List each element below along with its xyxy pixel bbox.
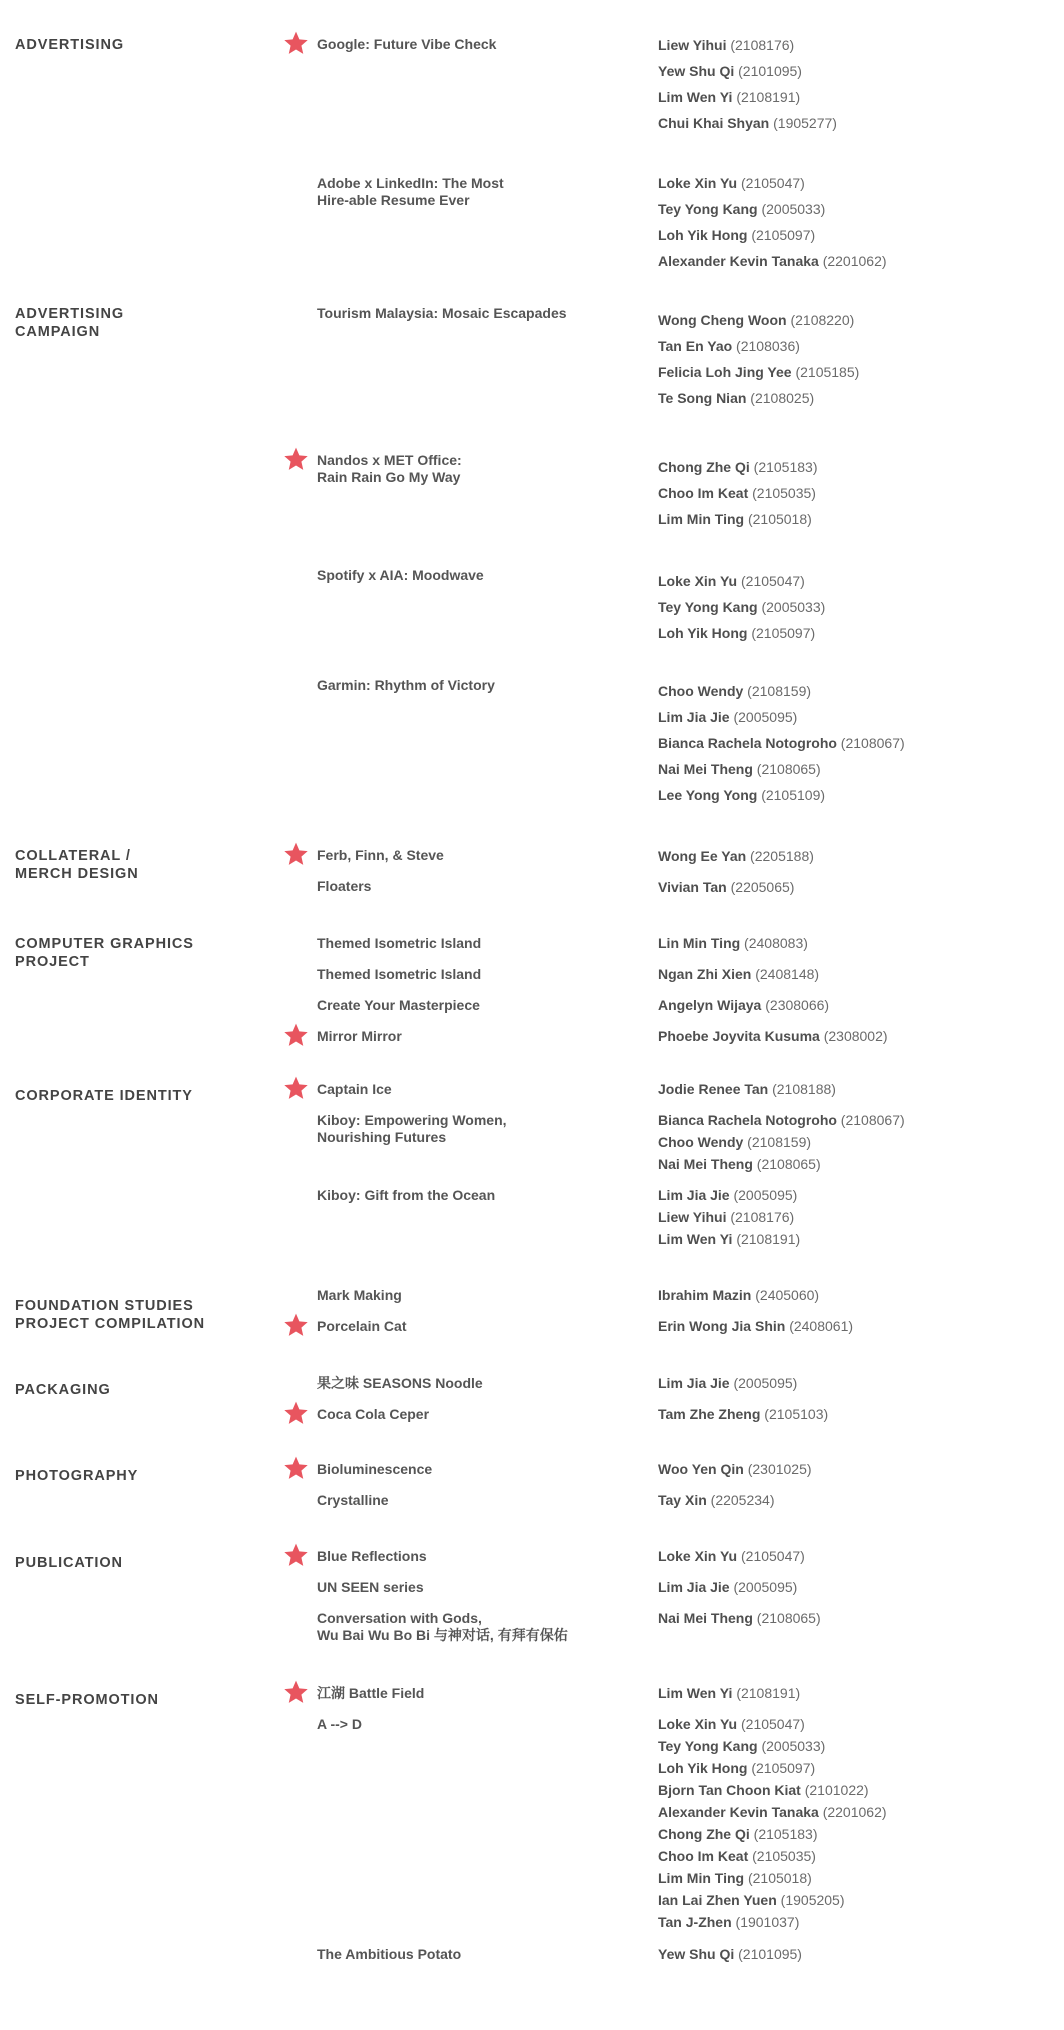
- member-name: Bjorn Tan Choon Kiat: [658, 1782, 801, 1798]
- member-row: [658, 997, 829, 1014]
- member-row: [658, 175, 805, 192]
- project-title-crystalline: Crystalline: [317, 1492, 389, 1508]
- star-icon: [283, 1075, 309, 1101]
- member-row: [658, 37, 794, 54]
- member-id: (2308066): [761, 997, 830, 1013]
- member-id: (2101022): [800, 1782, 869, 1798]
- member-name: Loke Xin Yu: [658, 573, 738, 589]
- member-row: [658, 115, 837, 132]
- project-title-blue-reflections: Blue Reflections: [317, 1548, 427, 1564]
- member-id: (2105183): [749, 1826, 818, 1842]
- member-row: [658, 1318, 853, 1335]
- project-title-mirror-mirror: Mirror Mirror: [317, 1028, 402, 1044]
- project-title-seasons-noodle: 果之味 SEASONS Noodle: [317, 1375, 483, 1391]
- member-row: [658, 485, 816, 502]
- member-id: (2101095): [734, 1946, 802, 1962]
- member-row: [658, 1081, 836, 1098]
- member-name: Liew Yihui: [658, 1209, 727, 1225]
- member-row: [658, 1461, 812, 1478]
- project-title-floaters: Floaters: [317, 878, 372, 894]
- member-id: (2108067): [836, 1112, 905, 1128]
- member-id: (2408148): [751, 966, 820, 982]
- star-icon: [283, 1400, 309, 1426]
- member-id: (2105047): [737, 1548, 805, 1564]
- category-heading: COLLATERAL / MERCH DESIGN: [15, 848, 139, 882]
- member-name: Loke Xin Yu: [658, 1548, 738, 1564]
- member-id: (2101095): [734, 63, 802, 79]
- member-row: [658, 935, 808, 952]
- member-name: Alexander Kevin Tanaka: [658, 1804, 819, 1820]
- member-id: (2105185): [791, 364, 860, 380]
- member-id: (2105035): [748, 1848, 816, 1864]
- member-id: (2108176): [726, 1209, 795, 1225]
- member-row: [658, 1870, 812, 1887]
- project-title-a-d: A --> D: [317, 1716, 362, 1732]
- member-id: (2108065): [752, 1610, 821, 1626]
- member-id: (2005095): [729, 1375, 798, 1391]
- member-id: (2105018): [744, 511, 812, 527]
- member-name: Lim Min Ting: [658, 1870, 745, 1886]
- member-name: Loke Xin Yu: [658, 1716, 738, 1732]
- member-name: Te Song Nian: [658, 390, 747, 406]
- member-row: [658, 1112, 905, 1129]
- star-icon: [283, 1679, 309, 1705]
- star-icon: [283, 446, 309, 472]
- member-name: Jodie Renee Tan: [658, 1081, 769, 1097]
- member-id: (2005033): [757, 599, 826, 615]
- project-title-tourism-malaysia-mosaic-escapades: Tourism Malaysia: Mosaic Escapades: [317, 305, 567, 321]
- member-name: Lim Jia Jie: [658, 709, 730, 725]
- project-title-the-ambitious-potato: The Ambitious Potato: [317, 1946, 462, 1962]
- member-id: (2108191): [732, 1685, 801, 1701]
- member-id: (2205234): [706, 1492, 775, 1508]
- member-id: (2108188): [768, 1081, 836, 1097]
- project-title-coca-cola-ceper: Coca Cola Ceper: [317, 1406, 430, 1422]
- project-title-nandos-x-met-office-rain-rain-go-my-way: Nandos x MET Office: Rain Rain Go My Way: [317, 452, 462, 485]
- member-id: (2408083): [740, 935, 808, 951]
- project-title-adobe-x-linkedin-the-most-hire-able-resume-ever: Adobe x LinkedIn: The Most Hire-able Resume Ever: [317, 175, 504, 208]
- member-name: Ian Lai Zhen Yuen: [658, 1892, 777, 1908]
- member-name: Angelyn Wijaya: [658, 997, 762, 1013]
- member-id: (2108191): [732, 1231, 801, 1247]
- member-name: Nai Mei Theng: [658, 761, 753, 777]
- member-id: (1905205): [776, 1892, 845, 1908]
- member-row: [658, 1804, 887, 1821]
- member-row: [658, 599, 825, 616]
- member-row: [658, 459, 817, 476]
- member-id: (2105047): [737, 175, 805, 191]
- member-name: Tay Xin: [658, 1492, 707, 1508]
- member-id: (2105035): [748, 485, 816, 501]
- member-name: Yew Shu Qi: [658, 1946, 735, 1962]
- member-id: (2108191): [732, 89, 801, 105]
- member-name: Lim Wen Yi: [658, 1231, 733, 1247]
- member-id: (2005095): [729, 1579, 798, 1595]
- member-row: [658, 1610, 821, 1627]
- member-row: [658, 1028, 888, 1045]
- member-name: Wong Cheng Woon: [658, 312, 787, 328]
- member-row: [658, 573, 805, 590]
- member-row: [658, 683, 811, 700]
- member-name: Liew Yihui: [658, 37, 727, 53]
- member-id: (2005095): [729, 1187, 798, 1203]
- member-name: Chui Khai Shyan: [658, 115, 770, 131]
- member-name: Loh Yik Hong: [658, 625, 748, 641]
- member-id: (2108159): [743, 1134, 812, 1150]
- member-row: [658, 227, 815, 244]
- member-id: (2105097): [747, 227, 816, 243]
- member-row: [658, 1946, 802, 1963]
- star-icon: [283, 1022, 309, 1048]
- member-row: [658, 1209, 794, 1226]
- category-heading: ADVERTISING CAMPAIGN: [15, 306, 124, 340]
- member-name: Loh Yik Hong: [658, 227, 748, 243]
- member-id: (2205188): [746, 848, 814, 864]
- member-name: Tan J-Zhen: [658, 1914, 732, 1930]
- member-row: [658, 761, 821, 778]
- project-title-ferb-finn-steve: Ferb, Finn, & Steve: [317, 847, 444, 863]
- category-heading: PHOTOGRAPHY: [15, 1468, 139, 1484]
- member-name: Tan En Yao: [658, 338, 733, 354]
- project-title-captain-ice: Captain Ice: [317, 1081, 392, 1097]
- member-id: (2005033): [757, 201, 826, 217]
- member-name: Chong Zhe Qi: [658, 1826, 750, 1842]
- member-id: (2105103): [760, 1406, 829, 1422]
- project-title-google-future-vibe-check: Google: Future Vibe Check: [317, 36, 497, 52]
- member-id: (2105097): [747, 625, 816, 641]
- member-id: (2105018): [744, 1870, 812, 1886]
- member-row: [658, 1826, 817, 1843]
- project-title-kiboy-gift-from-the-ocean: Kiboy: Gift from the Ocean: [317, 1187, 496, 1203]
- member-row: [658, 709, 797, 726]
- member-row: [658, 390, 814, 407]
- member-name: Lee Yong Yong: [658, 787, 758, 803]
- member-name: Lim Jia Jie: [658, 1187, 730, 1203]
- member-row: [658, 1782, 869, 1799]
- star-icon: [283, 841, 309, 867]
- member-row: [658, 1406, 828, 1423]
- member-name: Wong Ee Yan: [658, 848, 747, 864]
- member-row: [658, 89, 800, 106]
- member-name: Alexander Kevin Tanaka: [658, 253, 819, 269]
- member-row: [658, 1231, 800, 1248]
- member-id: (2108067): [836, 735, 905, 751]
- project-title-battle-field: 江湖 Battle Field: [317, 1685, 425, 1701]
- member-id: (2201062): [818, 253, 887, 269]
- member-row: [658, 63, 802, 80]
- member-id: (2105109): [757, 787, 826, 803]
- category-heading: CORPORATE IDENTITY: [15, 1088, 193, 1104]
- member-row: [658, 364, 859, 381]
- member-name: Choo Im Keat: [658, 1848, 749, 1864]
- member-name: Loh Yik Hong: [658, 1760, 748, 1776]
- member-name: Ibrahim Mazin: [658, 1287, 752, 1303]
- member-id: (2105047): [737, 573, 805, 589]
- member-row: [658, 511, 812, 528]
- member-id: (2405060): [751, 1287, 820, 1303]
- member-id: (2408061): [785, 1318, 854, 1334]
- member-row: [658, 312, 854, 329]
- project-title-themed-isometric-island: Themed Isometric Island: [317, 935, 482, 951]
- member-row: [658, 1760, 815, 1777]
- member-name: Vivian Tan: [658, 879, 727, 895]
- member-row: [658, 253, 887, 270]
- member-row: [658, 787, 825, 804]
- category-heading: COMPUTER GRAPHICS PROJECT: [15, 936, 194, 970]
- category-heading: FOUNDATION STUDIES PROJECT COMPILATION: [15, 1298, 206, 1332]
- member-row: [658, 201, 825, 218]
- member-row: [658, 1716, 805, 1733]
- member-name: Tam Zhe Zheng: [658, 1406, 761, 1422]
- member-name: Lim Min Ting: [658, 511, 745, 527]
- member-id: (2105183): [749, 459, 818, 475]
- member-row: [658, 1685, 800, 1702]
- member-id: (2108036): [732, 338, 800, 354]
- member-row: [658, 848, 814, 865]
- member-id: (1901037): [731, 1914, 800, 1930]
- project-title-mark-making: Mark Making: [317, 1287, 402, 1303]
- member-name: Lim Jia Jie: [658, 1579, 730, 1595]
- member-row: [658, 1579, 797, 1596]
- member-id: (2105097): [747, 1760, 816, 1776]
- member-id: (2108065): [752, 1156, 821, 1172]
- member-name: Lim Jia Jie: [658, 1375, 730, 1391]
- member-row: [658, 1187, 797, 1204]
- member-name: Bianca Rachela Notogroho: [658, 1112, 837, 1128]
- project-title-conversation-with-gods-wu-bai-wu-bo-bi: Conversation with Gods, Wu Bai Wu Bo Bi 与神对话, 有拜有保佑: [317, 1610, 568, 1643]
- member-name: Loke Xin Yu: [658, 175, 738, 191]
- project-title-un-seen-series: UN SEEN series: [317, 1579, 424, 1595]
- member-name: Bianca Rachela Notogroho: [658, 735, 837, 751]
- project-title-kiboy-empowering-women-nourishing-futures: Kiboy: Empowering Women, Nourishing Futures: [317, 1112, 507, 1145]
- member-id: (2108065): [752, 761, 821, 777]
- member-name: Ngan Zhi Xien: [658, 966, 752, 982]
- star-icon: [283, 1542, 309, 1568]
- member-row: [658, 966, 819, 983]
- star-icon: [283, 1455, 309, 1481]
- member-id: (2108025): [746, 390, 815, 406]
- member-id: (2205065): [726, 879, 795, 895]
- member-name: Woo Yen Qin: [658, 1461, 744, 1477]
- project-title-garmin-rhythm-of-victory: Garmin: Rhythm of Victory: [317, 677, 495, 693]
- member-row: [658, 1287, 819, 1304]
- member-name: Tey Yong Kang: [658, 599, 758, 615]
- member-row: [658, 1548, 805, 1565]
- member-name: Phoebe Joyvita Kusuma: [658, 1028, 820, 1044]
- category-heading: PACKAGING: [15, 1382, 111, 1398]
- member-row: [658, 1848, 816, 1865]
- member-name: Tey Yong Kang: [658, 201, 758, 217]
- member-row: [658, 1375, 797, 1392]
- member-id: (2108176): [726, 37, 795, 53]
- member-id: (2005095): [729, 709, 798, 725]
- member-name: Yew Shu Qi: [658, 63, 735, 79]
- member-name: Choo Wendy: [658, 1134, 744, 1150]
- project-title-themed-isometric-island: Themed Isometric Island: [317, 966, 482, 982]
- member-id: (2201062): [818, 1804, 887, 1820]
- member-name: Choo Im Keat: [658, 485, 749, 501]
- member-row: [658, 879, 794, 896]
- member-row: [658, 338, 800, 355]
- member-id: (2308002): [819, 1028, 888, 1044]
- member-name: Nai Mei Theng: [658, 1610, 753, 1626]
- project-title-create-your-masterpiece: Create Your Masterpiece: [317, 997, 480, 1013]
- member-row: [658, 1914, 799, 1931]
- member-name: Lim Wen Yi: [658, 1685, 733, 1701]
- member-name: Erin Wong Jia Shin: [658, 1318, 786, 1334]
- category-heading: SELF-PROMOTION: [15, 1692, 159, 1708]
- member-name: Tey Yong Kang: [658, 1738, 758, 1754]
- member-row: [658, 735, 905, 752]
- member-row: [658, 1892, 845, 1909]
- category-heading: ADVERTISING: [15, 37, 124, 53]
- project-title-bioluminescence: Bioluminescence: [317, 1461, 433, 1477]
- member-name: Felicia Loh Jing Yee: [658, 364, 792, 380]
- member-id: (2005033): [757, 1738, 826, 1754]
- member-id: (2108159): [743, 683, 812, 699]
- member-id: (2108220): [786, 312, 855, 328]
- member-name: Lim Wen Yi: [658, 89, 733, 105]
- member-row: [658, 625, 815, 642]
- category-heading: PUBLICATION: [15, 1555, 123, 1571]
- star-icon: [283, 1312, 309, 1338]
- member-row: [658, 1738, 825, 1755]
- member-name: Choo Wendy: [658, 683, 744, 699]
- member-name: Chong Zhe Qi: [658, 459, 750, 475]
- star-icon: [283, 30, 309, 56]
- member-row: [658, 1134, 811, 1151]
- member-id: (2105047): [737, 1716, 805, 1732]
- member-name: Lin Min Ting: [658, 935, 741, 951]
- member-id: (1905277): [769, 115, 837, 131]
- member-row: [658, 1156, 821, 1173]
- project-title-spotify-x-aia-moodwave: Spotify x AIA: Moodwave: [317, 567, 484, 583]
- member-id: (2301025): [743, 1461, 812, 1477]
- member-name: Nai Mei Theng: [658, 1156, 753, 1172]
- member-row: [658, 1492, 774, 1509]
- project-title-porcelain-cat: Porcelain Cat: [317, 1318, 407, 1334]
